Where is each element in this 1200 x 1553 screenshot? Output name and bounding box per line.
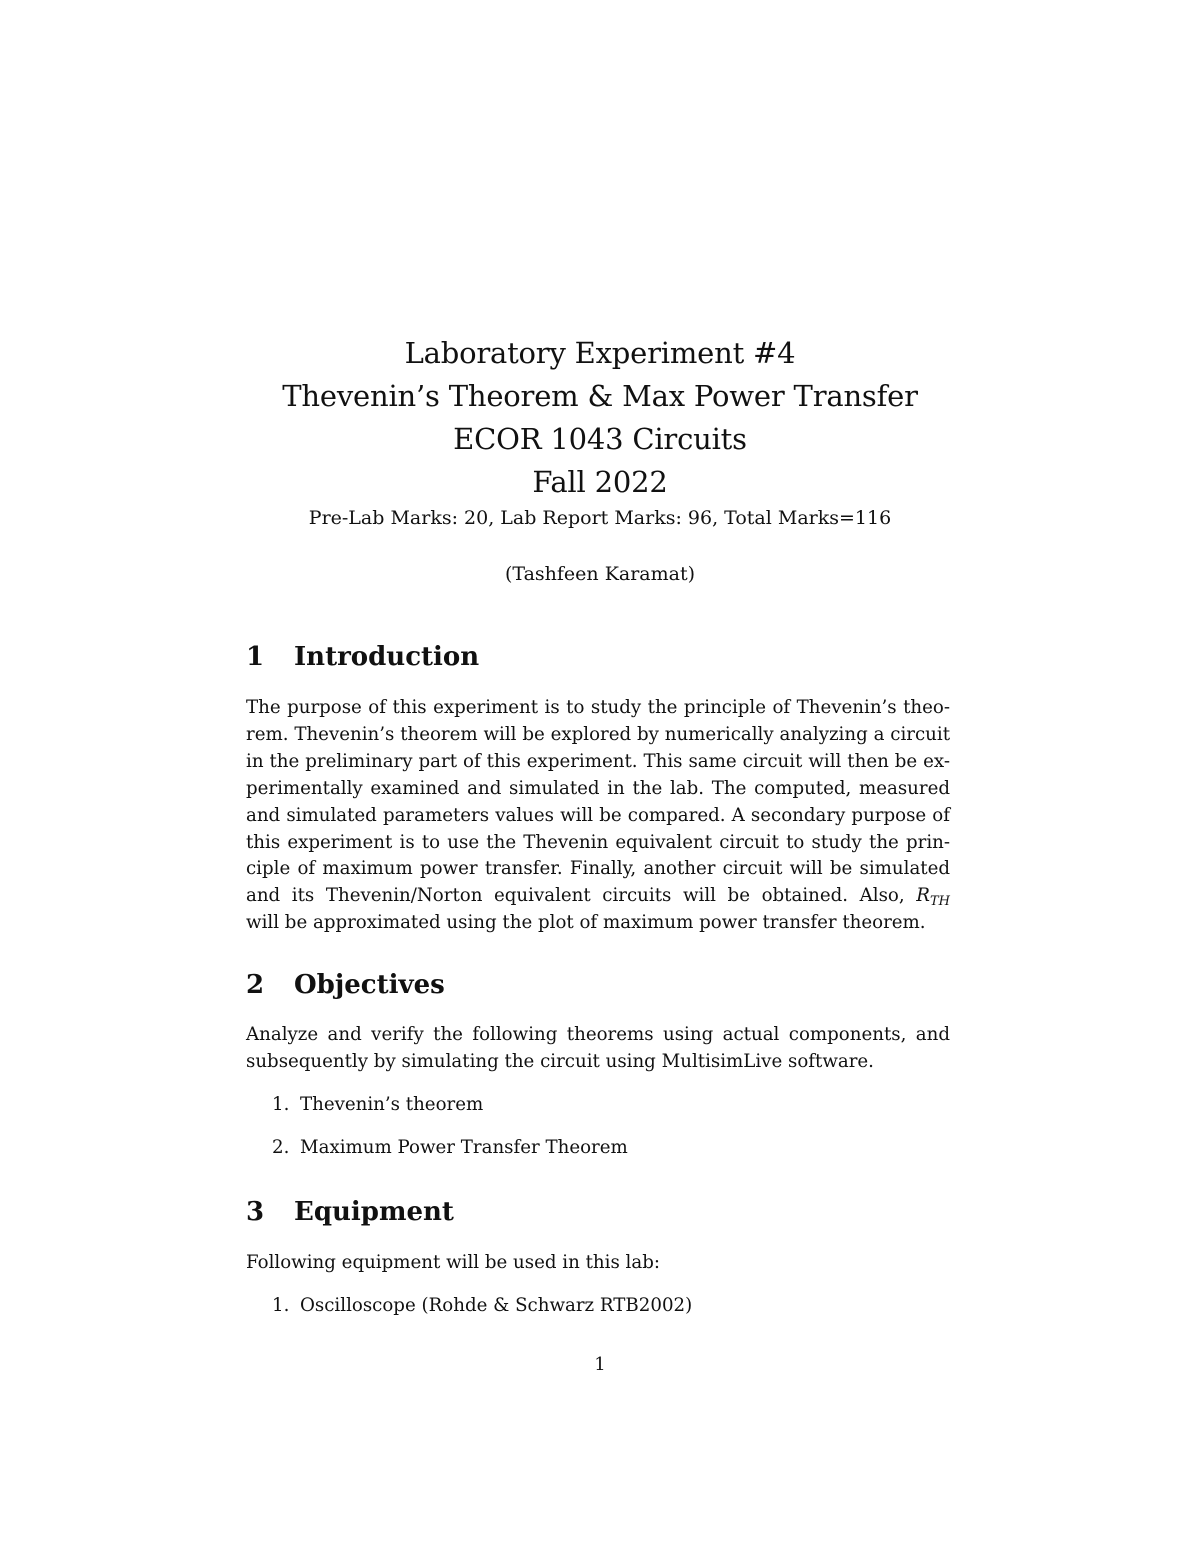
section-title: Equipment [294, 1197, 454, 1227]
marks-summary: Pre-Lab Marks: 20, Lab Report Marks: 96, Total Marks=116 [308, 507, 892, 529]
list-item-text: Maximum Power Transfer Theorem [300, 1137, 628, 1158]
section-heading-equipment [246, 1195, 454, 1229]
paragraph-line: in the preliminary part of this experiment. This same circuit will then be ex- [246, 750, 950, 772]
paragraph-line: rem. Thevenin’s theorem will be explored by numerically analyzing a circuit [246, 723, 950, 745]
paragraph-line: subsequently by simulating the circuit using MultisimLive software. [246, 1050, 874, 1072]
title-experiment-number: Laboratory Experiment #4 [404, 336, 796, 370]
paragraph-line: Following equipment will be used in this lab: [246, 1252, 660, 1273]
math-symbol: R [916, 885, 930, 907]
list-item-number: 1. [272, 1094, 290, 1115]
section-title: Introduction [294, 642, 480, 672]
section-number: 1 [246, 642, 265, 672]
title-term: Fall 2022 [532, 465, 668, 499]
equipment-paragraph [246, 1250, 950, 1277]
list-item-number: 2. [272, 1137, 290, 1158]
paragraph-line: perimentally examined and simulated in the lab. The computed, measured [246, 777, 950, 799]
list-item-text: Oscilloscope (Rohde & Schwarz RTB2002) [300, 1295, 693, 1316]
paragraph-line: will be approximated using the plot of maximum power transfer theorem. [246, 912, 926, 934]
section-heading-objectives [246, 968, 445, 1002]
math-subscript: TH [929, 894, 950, 910]
title-course: ECOR 1043 Circuits [453, 422, 747, 456]
math-r-th [916, 885, 950, 910]
page-number: 1 [594, 1354, 606, 1375]
author: (Tashfeen Karamat) [504, 563, 696, 585]
list-item [272, 1135, 628, 1161]
paragraph-line: and simulated parameters values will be compared. A secondary purpose of [246, 804, 950, 826]
objectives-paragraph [246, 1022, 950, 1076]
list-item-number: 1. [272, 1295, 290, 1316]
section-heading-introduction [246, 640, 479, 674]
paragraph-line-text: and its Thevenin/Norton equivalent circuits will be obtained. Also, [246, 885, 905, 907]
list-item [272, 1092, 483, 1118]
introduction-paragraph [246, 695, 950, 937]
paragraph-line: ciple of maximum power transfer. Finally, another circuit will be simulated [246, 858, 950, 880]
paragraph-line-with-math [246, 883, 950, 910]
title-block [0, 332, 1200, 588]
list-item [272, 1293, 692, 1319]
list-item-text: Thevenin’s theorem [300, 1094, 484, 1115]
paragraph-line: this experiment is to use the Thevenin equivalent circuit to study the prin- [246, 831, 950, 853]
paragraph-line: Analyze and verify the following theorems using actual components, and [246, 1024, 950, 1045]
section-number: 3 [246, 1197, 265, 1227]
section-number: 2 [246, 970, 265, 1000]
section-title: Objectives [294, 970, 445, 1000]
title-topic: Thevenin’s Theorem & Max Power Transfer [282, 379, 918, 413]
paragraph-line: The purpose of this experiment is to study the principle of Thevenin’s theo- [246, 697, 950, 718]
